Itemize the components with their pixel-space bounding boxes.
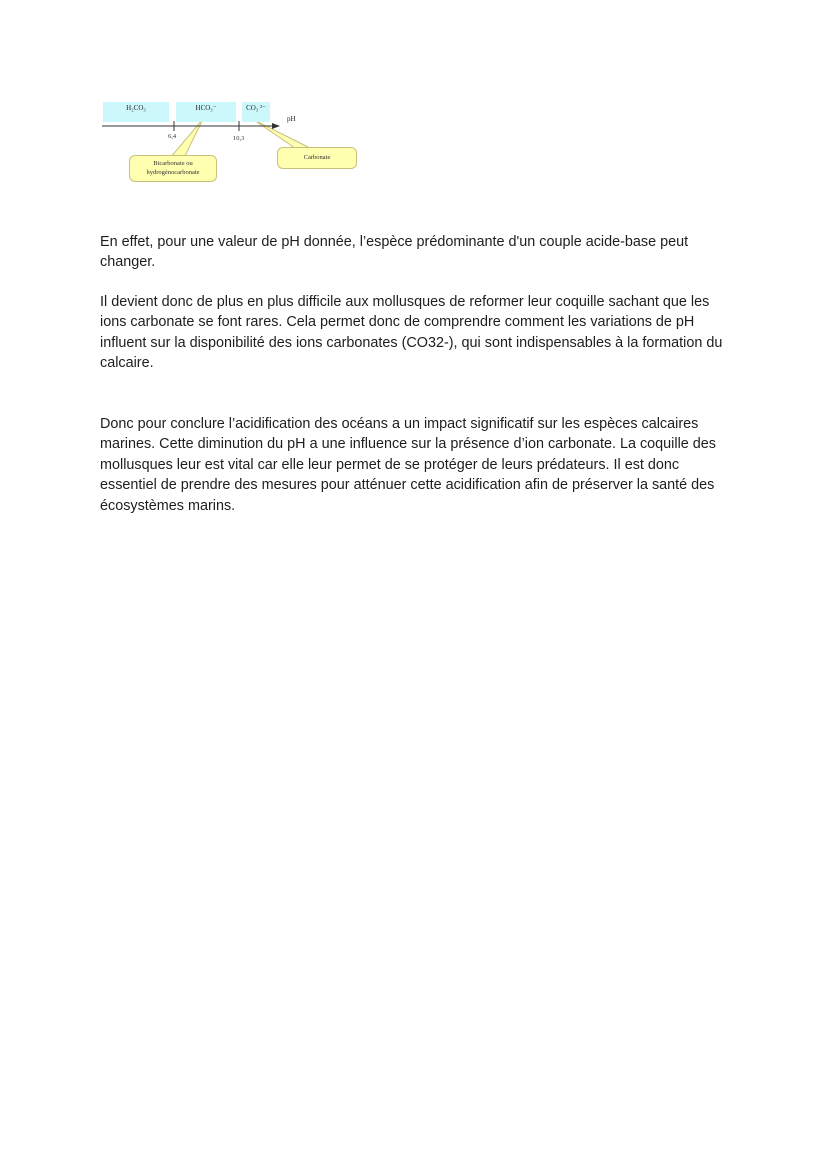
species-box-co3 (242, 102, 270, 122)
species-label-co3: CO₃ ²⁻ (246, 104, 266, 112)
species-box-hco3 (176, 102, 236, 122)
bicarbonate-callout (129, 155, 217, 182)
paragraph-ph-predominance: En effet, pour une valeur de pH donnée, l’espèce prédominante d'un couple acide-base peut changer. (100, 234, 689, 271)
paragraph-conclusion: Donc pour conclure l’acidification des océans a un impact significatif sur les espèces calcaires marines. Cette diminution du pH a une influence sur la présence d’ion carbonate. La coquille des mollusques leur est vital car elle leur permet de se protéger de leurs prédateurs. Il est donc essentiel de prendre des mesures pour atténuer cette acidification afin de préserver la santé des écosystèmes marins. (100, 416, 716, 514)
bicarbonate-callout-line1: Bicarbonate ou (153, 160, 193, 167)
carbonate-callout-pointer (254, 120, 310, 148)
carbonate-callout-label: Carbonate (303, 154, 331, 161)
ph-axis-label: pH (287, 115, 296, 123)
species-box-h2co3 (103, 102, 169, 122)
carbonate-callout (277, 147, 357, 169)
paragraph-mollusc-shells: Il devient donc de plus en plus difficile aux mollusques de reformer leur coquille sachant que les ions carbonate se font rares. Cela permet donc de comprendre comment les variations de pH influent sur la disponibilité des ions carbonates (CO32-), qui sont indispensables à la formation du calcaire. (100, 294, 723, 372)
bicarbonate-callout-line2: hydrogènocarbonate (146, 169, 200, 176)
tick-label-10-3: 10,3 (233, 135, 245, 142)
tick-label-6-4: 6,4 (168, 133, 177, 140)
species-label-hco3: HCO₃⁻ (195, 104, 217, 112)
ph-axis-arrowhead (272, 123, 280, 129)
ph-predominance-diagram (100, 98, 362, 184)
species-label-h2co3: H₂CO₃ (126, 104, 146, 112)
